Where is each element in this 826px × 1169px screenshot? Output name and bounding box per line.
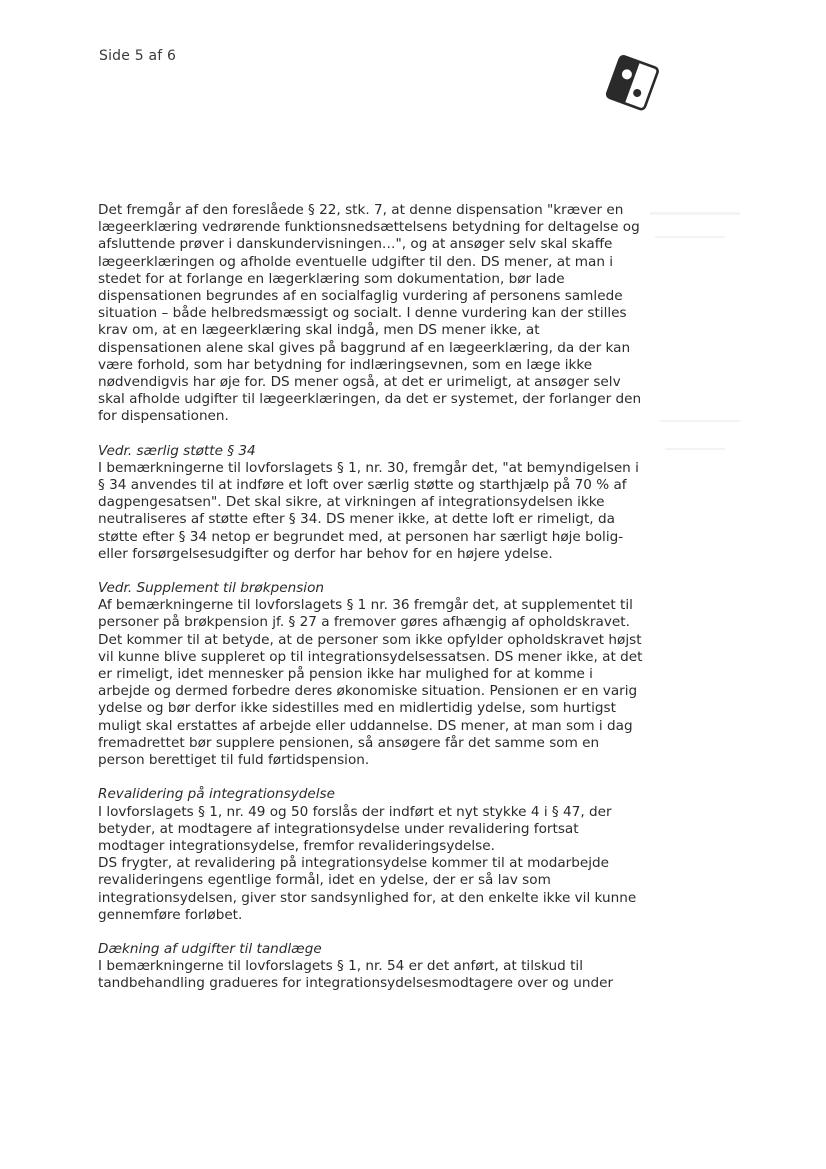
scan-artifact xyxy=(655,236,725,238)
scan-artifact xyxy=(660,420,740,422)
section-paragraph: I bemærkningerne til lovforslagets § 1, nr. 30, fremgår det, "at bemyndigelsen i § 34 anvendes til at indføre et loft over særlig støtte og starthjælp på 70 % af dagpengesatsen". Det skal sikre, at virkningen af integrationsydelsen ikke neutraliseres af støtte efter § 34. DS mener ikke, at dette loft er rimeligt, da støtte efter § 34 netop er begrundet med, at personen har særligt høje bolig- eller forsørgelsesudgifter og derfor har behov for en højere ydelse. xyxy=(98,459,639,562)
scan-artifact xyxy=(650,212,740,215)
document-body xyxy=(98,202,643,993)
section-saerlig-stotte xyxy=(98,443,643,563)
section-paragraph: DS frygter, at revalidering på integrationsydelse kommer til at modarbejde revalideringens egentlige formål, idet en ydelse, der er så lav som integrationsydelsen, giver stor sandsynlighed for, at den enkelte ikke vil kunne gennemføre forløbet. xyxy=(98,855,637,923)
section-brokpension xyxy=(98,580,643,769)
intro-paragraph: Det fremgår af den foreslåede § 22, stk. 7, at denne dispensation "kræver en lægeerklæring vedrørende funktionsnedsættelsens betydning for deltagelse og afsluttende prøver i danskundervisningen…", og at ansøger selv skal skaffe lægeerklæringen og afholde eventuelle udgifter til den. DS mener, at man i stedet for at forlange en lægerklæring som dokumentation, bør lade dispensationen begrundes af en socialfaglig vurdering af personens samlede situation – både helbredsmæssigt og socialt. I denne vurdering kan der stilles krav om, at en lægeerklæring skal indgå, men DS mener ikke, at dispensationen alene skal gives på baggrund af en lægeerklæring, da der kan være forhold, som har betydning for indlæringsevnen, som en læge ikke nødvendigvis har øje for. DS mener også, at det er urimeligt, at ansøger selv skal afholde udgifter til lægeerklæringen, da det er systemet, der forlanger den for dispensationen. xyxy=(98,202,642,425)
section-heading: Dækning af udgifter til tandlæge xyxy=(98,940,322,957)
section-paragraph: Af bemærkningerne til lovforslagets § 1 nr. 36 fremgår det, at supplementet til personer på brøkpension jf. § 27 a fremover gøres afhængig af opholdskravet. Det kommer til at betyde, at de personer som ikke opfylder opholdskravet højst vil kunne blive suppleret op til integrationsydelsessatsen. DS mener ikke, at det er rimeligt, idet mennesker på pension ikke har mulighed for at komme i arbejde og dermed forbedre deres økonomiske situation. Pensionen er en varig ydelse og bør derfor ikke sidestilles med en midlertidig ydelse, som hurtigst muligt skal erstattes af arbejde eller uddannelse. DS mener, at man som i dag fremadrettet bør supplere pensionen, så ansøgere får det samme som en person berettiget til fuld førtidspension. xyxy=(98,597,643,769)
section-tandlaege xyxy=(98,941,643,993)
section-revalidering xyxy=(98,786,643,924)
section-heading: Vedr. særlig støtte § 34 xyxy=(98,442,256,459)
section-heading: Revalidering på integrationsydelse xyxy=(98,786,335,803)
scan-artifact xyxy=(665,448,725,450)
section-paragraph: I bemærkningerne til lovforslagets § 1, nr. 54 er det anført, at tilskud til tandbehandling gradueres for integrationsydelsesmodtagere over og under xyxy=(98,958,614,992)
page-number: Side 5 af 6 xyxy=(99,48,177,64)
section-heading: Vedr. Supplement til brøkpension xyxy=(98,580,325,597)
ds-logo-icon xyxy=(600,55,666,113)
section-paragraph: I lovforslagets § 1, nr. 49 og 50 forslås der indført et nyt stykke 4 i § 47, der betyder, at modtagere af integrationsydelse under revalidering fortsat modtager integrationsydelse, fremfor revalideringsydelse. xyxy=(98,803,612,854)
